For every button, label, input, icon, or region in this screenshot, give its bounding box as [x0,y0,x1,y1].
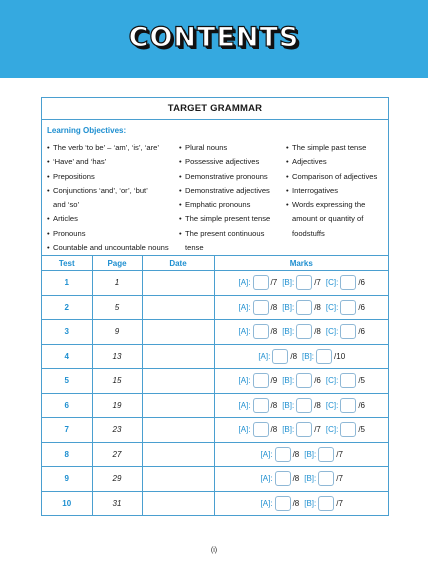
marks-cell [214,418,388,443]
date-cell[interactable] [142,393,214,418]
objective-text: Adjectives [292,157,327,167]
table-row [42,320,388,345]
bullet-icon: • [47,157,50,167]
test-number: 10 [62,499,72,508]
page-title: CONTENTS [128,21,300,53]
test-number: 3 [42,320,92,345]
header-page: Page [92,256,142,271]
objective-text: Words expressing the [292,200,366,210]
page-number-cell: 13 [92,344,142,369]
objective-item [179,241,287,255]
mark-total: /7 [314,425,321,435]
mark-total: /8 [292,449,300,459]
mark-section-label: [C]: [325,327,339,337]
header-date: Date [142,256,214,271]
objective-item [179,212,287,226]
date-cell[interactable] [142,442,214,467]
objective-text: Demonstrative pronouns [185,171,268,181]
score-box[interactable] [275,447,291,462]
bullet-icon: • [47,171,50,181]
bullet-icon: • [47,143,50,152]
mark-group [261,447,300,462]
objective-text: Articles [53,214,78,224]
mark-section-label: [B]: [282,376,295,386]
mark-total: /6 [314,376,321,386]
score-box[interactable] [296,275,312,290]
learning-objectives [42,120,388,254]
bullet-icon: • [47,243,50,253]
table-row [42,369,388,394]
mark-section-label: [A]: [260,449,273,459]
score-box[interactable] [296,300,312,315]
score-box[interactable] [340,324,356,339]
objective-item [47,184,177,198]
objective-text: Emphatic pronouns [185,200,251,210]
page-number-cell: 15 [92,369,142,394]
table-row [42,467,388,492]
mark-total: /6 [358,327,365,337]
mark-total: /7 [314,278,321,288]
page-number-cell: 19 [92,393,142,418]
section-heading: TARGET GRAMMAR [42,98,388,120]
header-banner [0,0,428,78]
mark-total: /6 [358,400,365,410]
mark-section-label: [A]: [238,302,251,312]
mark-total: /8 [314,302,321,312]
mark-group [282,300,321,315]
score-box[interactable] [296,398,312,413]
mark-group [326,324,365,339]
table-row [42,491,388,516]
score-box[interactable] [318,471,334,486]
bullet-icon: • [179,185,182,195]
score-box[interactable] [253,300,269,315]
mark-section-label: [B]: [302,351,315,361]
date-cell[interactable] [142,467,214,492]
mark-section-label: [C]: [325,278,339,288]
bullet-icon: • [179,200,182,210]
score-box[interactable] [272,349,288,364]
objective-item [47,170,177,184]
bullet-icon: • [47,228,50,238]
mark-total: /8 [292,499,300,508]
marks-cell [214,467,388,492]
mark-group [326,300,365,315]
mark-group [326,275,365,290]
mark-group [304,496,343,511]
objective-text: Pronouns [53,228,86,238]
mark-total: /8 [270,400,278,410]
test-number: 1 [42,271,92,296]
mark-section-label: [B]: [304,449,317,459]
table-row [42,418,388,443]
objective-text: ‘Have’ and ‘has’ [53,157,107,167]
bullet-icon: • [179,214,182,224]
mark-group [304,471,343,486]
date-cell[interactable] [142,369,214,394]
mark-group [282,373,321,388]
marks-cell [214,491,388,516]
bullet-icon: • [286,143,289,152]
mark-total: /8 [270,302,278,312]
mark-total: /9 [270,376,278,386]
marks-cell [214,393,388,418]
score-box[interactable] [253,373,269,388]
score-box[interactable] [340,373,356,388]
mark-group [326,398,365,413]
table-row [42,295,388,320]
objective-item [286,155,390,169]
page-number-cell: 5 [92,295,142,320]
test-number: 5 [42,369,92,394]
objective-text: foodstuffs [292,228,325,238]
page-number-cell: 9 [92,320,142,345]
bullet-icon: • [47,214,50,224]
mark-group [326,422,365,437]
score-box[interactable] [340,398,356,413]
mark-group [239,398,278,413]
marks-cell [214,295,388,320]
objective-text: The verb ‘to be’ – ‘am’, ‘is’, ‘are’ [53,143,160,152]
mark-section-label: [A]: [238,400,251,410]
page-number-cell: 23 [92,418,142,443]
date-cell[interactable] [142,418,214,443]
bullet-icon: • [179,171,182,181]
objectives-column-3 [286,141,390,241]
score-box[interactable] [340,275,356,290]
mark-section-label: [C]: [325,376,339,386]
test-number: 2 [42,295,92,320]
mark-group [282,422,321,437]
mark-total: /8 [314,400,321,410]
bullet-icon: • [179,228,182,238]
mark-group [261,471,300,486]
objective-item [286,198,390,212]
objective-item [47,198,177,212]
bullet-icon: • [286,157,289,167]
page-number-cell: 29 [92,467,142,492]
mark-section-label: [A]: [238,376,251,386]
score-box[interactable] [316,349,332,364]
bullet-icon: • [286,185,289,195]
mark-group [261,496,300,511]
score-box[interactable] [318,496,334,511]
mark-section-label: [B]: [304,499,317,508]
objective-item [47,241,177,255]
mark-section-label: [B]: [282,400,295,410]
marks-cell [214,442,388,467]
objective-item [286,170,390,184]
objective-item [47,227,177,241]
objective-item [47,212,177,226]
objective-text: amount or quantity of [292,214,364,224]
table-row [42,442,388,467]
marks-cell [214,369,388,394]
mark-total: /10 [334,351,346,361]
mark-group [326,373,365,388]
score-box[interactable] [253,275,269,290]
mark-section-label: [A]: [260,474,273,484]
page-number-cell: 1 [92,271,142,296]
test-number: 9 [42,467,92,492]
score-box[interactable] [296,422,312,437]
date-cell[interactable] [142,320,214,345]
objective-text: Countable and uncountable nouns [53,243,169,253]
mark-section-label: [B]: [282,302,295,312]
mark-total: /7 [336,499,343,508]
mark-section-label: [B]: [282,327,295,337]
objective-item [286,184,390,198]
objective-item [286,141,390,155]
mark-section-label: [A]: [258,351,271,361]
mark-total: /8 [290,351,298,361]
score-box[interactable] [275,496,291,511]
objective-item [179,198,287,212]
objective-item [286,227,390,241]
table-row [42,393,388,418]
mark-total: /6 [358,278,365,288]
mark-total: /5 [358,425,365,435]
date-cell[interactable] [142,271,214,296]
objective-text: The present continuous [185,228,265,238]
bullet-icon: • [179,143,182,152]
score-box[interactable] [253,422,269,437]
score-box[interactable] [340,300,356,315]
objective-text: tense [185,243,204,253]
contents-panel [41,97,389,516]
test-number: 8 [42,442,92,467]
marks-cell [214,344,388,369]
page-number-cell: 27 [92,442,142,467]
mark-section-label: [A]: [238,425,251,435]
mark-group [239,324,278,339]
mark-group [304,447,343,462]
bullet-icon: • [47,185,50,195]
mark-group [282,398,321,413]
mark-group [239,373,278,388]
objective-text: Interrogatives [292,185,339,195]
mark-total: /8 [270,425,278,435]
mark-section-label: [A]: [238,327,251,337]
table-row [42,344,388,369]
mark-group [258,349,297,364]
score-box[interactable] [340,422,356,437]
mark-section-label: [B]: [282,425,295,435]
mark-total: /7 [270,278,278,288]
objective-text: The simple present tense [185,214,271,224]
objective-item [179,141,287,155]
test-number: 4 [42,344,92,369]
marks-cell [214,320,388,345]
mark-total: /8 [292,474,300,484]
mark-group [282,324,321,339]
mark-section-label: [B]: [304,474,317,484]
objective-item [179,155,287,169]
score-box[interactable] [296,324,312,339]
date-cell[interactable] [142,295,214,320]
marks-table [42,255,388,516]
objective-text: Prepositions [53,171,95,181]
page-number-cell: 31 [92,491,142,516]
objective-text: and ‘so’ [53,200,80,210]
objective-text: Possessive adjectives [185,157,260,167]
objective-item [179,170,287,184]
objective-text: Demonstrative adjectives [185,185,270,195]
mark-total: /7 [336,449,343,459]
date-cell[interactable] [142,491,214,516]
mark-group [239,275,278,290]
objective-item [179,184,287,198]
score-box[interactable] [253,324,269,339]
objectives-title: Learning Objectives: [47,126,127,135]
marks-cell [214,271,388,296]
mark-section-label: [B]: [282,278,295,288]
mark-total: /8 [270,327,278,337]
mark-section-label: [C]: [325,302,339,312]
score-box[interactable] [318,447,334,462]
objective-text: Plural nouns [185,143,228,152]
mark-section-label: [C]: [325,425,339,435]
objective-item [47,155,177,169]
test-number: 6 [42,393,92,418]
mark-section-label: [A]: [260,499,273,508]
mark-section-label: [A]: [238,278,251,288]
objective-text: Comparison of adjectives [292,171,378,181]
objective-text: Conjunctions ‘and’, ‘or’, ‘but’ [53,185,148,195]
bullet-icon: • [286,200,289,210]
mark-group [302,349,345,364]
objective-item [286,212,390,226]
bullet-icon: • [179,157,182,167]
date-cell[interactable] [142,344,214,369]
objective-item [47,141,177,155]
mark-total: /6 [358,302,365,312]
table-row [42,271,388,296]
mark-section-label: [C]: [325,400,339,410]
objective-item [179,227,287,241]
mark-group [282,275,321,290]
bullet-icon: • [286,171,289,181]
objectives-column-2 [179,141,287,255]
page-number: (i) [210,547,218,554]
header-test: Test [42,256,92,271]
table-header-row [42,256,388,271]
score-box[interactable] [275,471,291,486]
mark-group [239,300,278,315]
score-box[interactable] [253,398,269,413]
mark-total: /7 [336,474,343,484]
header-marks: Marks [214,256,388,271]
test-number: 7 [42,418,92,443]
score-box[interactable] [296,373,312,388]
mark-group [239,422,278,437]
objective-text: The simple past tense [292,143,367,152]
objectives-column-1 [47,141,177,255]
mark-total: /5 [358,376,365,386]
mark-total: /8 [314,327,321,337]
